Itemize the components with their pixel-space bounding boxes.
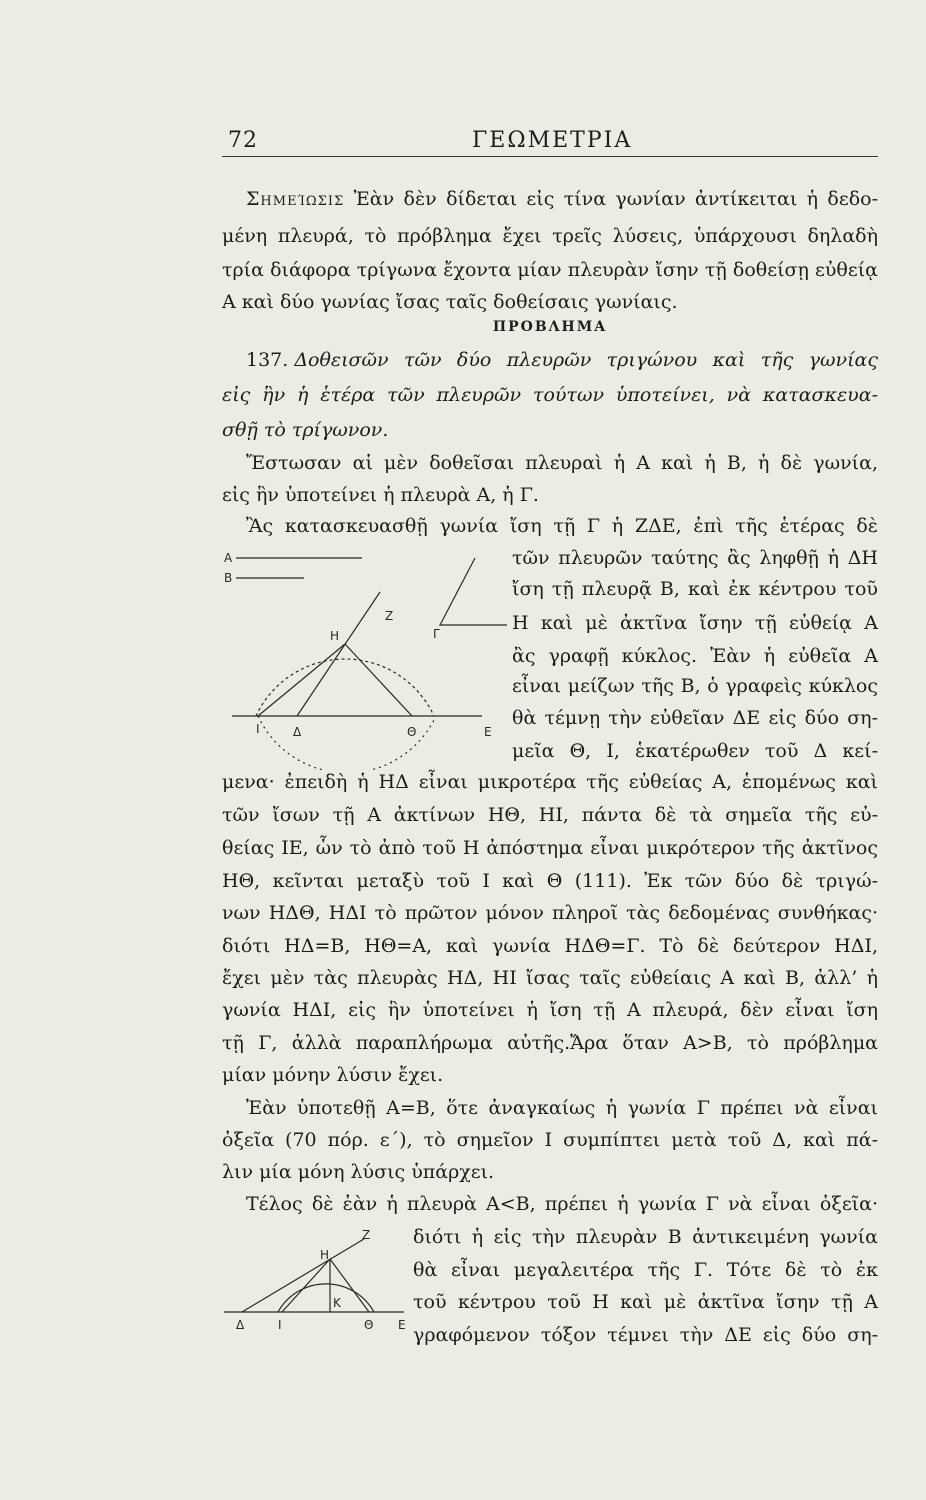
construction-rest-2: τῶν ἴσων τῇ Α ἀκτίνων ΗΘ, ΗΙ, πάντα δὲ τὰ σημεῖα τῆς εὐ-	[222, 804, 878, 826]
construction-rest-3: θείας ΙΕ, ὧν τὸ ἀπὸ τοῦ Η ἀπόστημα εἶναι μικρότερον τῆς ἀκτῖνος	[222, 837, 878, 859]
angle-g	[440, 558, 507, 625]
given-line-1: Ἔστωσαν αἱ μὲν δοθεῖσαι πλευραὶ ἡ Α καὶ ἡ Β, ἡ δὲ γωνία,	[246, 452, 878, 474]
less-case-1: Τέλος δὲ ἐὰν ἡ πλευρὰ Α<Β, πρέπει ἡ γωνία Γ νὰ εἶναι ὀξεῖα·	[246, 1193, 878, 1215]
problem-statement-line-3: σθῇ τὸ τρίγωνον.	[222, 419, 389, 441]
arc-2	[278, 1284, 374, 1312]
construction-rest-1: μενα· ἐπειδὴ ἡ ΗΔ εἶναι μικροτέρα τῆς εὐθείας Α, ἑπομένως καὶ	[222, 771, 878, 793]
construction-line-1: Ἂς κατασκευασθῇ γωνία ἴση τῇ Γ ἡ ΖΔΕ, ἐπὶ τῆς ἑτέρας δὲ	[246, 515, 878, 537]
construction-rest-4: ΗΘ, κεῖνται μεταξὺ τοῦ Ι καὶ Θ (111). Ἐκ τῶν δύο δὲ τριγώ-	[222, 870, 878, 892]
line-dz	[297, 592, 380, 716]
equal-case-1: Ἐὰν ὑποτεθῇ Α=Β, ὅτε ἀναγκαίως ἡ γωνία Γ πρέπει νὰ εἶναι	[246, 1097, 878, 1119]
less-case-side-4: γραφόμενον τόξον τέμνει τὴν ΔΕ εἰς δύο ση-	[413, 1324, 878, 1346]
label-b: Β	[224, 571, 233, 585]
page-number: 72	[228, 128, 258, 153]
construction-rest-10: μίαν μόνην λύσιν ἔχει.	[222, 1064, 444, 1086]
less-case-side-1: διότι ἡ εἰς τὴν πλευρὰν Β ἀντικειμένη γωνία	[413, 1226, 878, 1248]
label-i-2: Ι	[278, 1318, 282, 1332]
label-th-2: Θ	[364, 1318, 374, 1332]
label-h-2: Η	[320, 1248, 330, 1262]
problem-number: 137.	[246, 349, 289, 371]
construction-rest-8: γωνία ΗΔΙ, εἰς ἣν ὑποτείνει ἡ ἴση τῇ Α πλευρά, δὲν εἶναι ἴση	[222, 999, 878, 1021]
radius-hi-2	[282, 1259, 330, 1312]
label-e-2: Ε	[398, 1318, 406, 1332]
less-case-side-3: τοῦ κέντρου τοῦ Η καὶ μὲ ἀκτῖνα ἴσην τῇ Α	[413, 1291, 878, 1313]
second-figure	[222, 1225, 412, 1345]
label-z-2: Ζ	[362, 1228, 371, 1242]
equal-case-3: λιν μία μόνη λύσις ὑπάρχει.	[222, 1161, 495, 1183]
running-title: ΓΕΩΜΕΤΡΙΑ	[472, 128, 633, 153]
label-k-2: Κ	[333, 1296, 341, 1310]
construction-side-1: τῶν πλευρῶν ταύτης ἂς ληφθῇ ἡ ΔΗ	[512, 547, 878, 569]
problem-statement-line-2: εἰς ἣν ἡ ἑτέρα τῶν πλευρῶν τούτων ὑποτείνει, νὰ κατασκευα-	[222, 384, 878, 406]
label-z: Ζ	[385, 609, 394, 623]
label-d: Δ	[293, 725, 302, 739]
note-label: Σημείωσις	[246, 188, 345, 210]
label-h: Η	[330, 629, 340, 643]
label-d-2: Δ	[236, 1318, 245, 1332]
problem-heading: ΠΡΟΒΛΗΜΑ	[492, 319, 608, 335]
equal-case-2: ὀξεῖα (70 πόρ. ε΄), τὸ σημεῖον Ι συμπίπτει μετὰ τοῦ Δ, καὶ πά-	[222, 1129, 878, 1151]
construction-side-6: θὰ τέμνῃ τὴν εὐθεῖαν ΔΕ εἰς δύο ση-	[512, 707, 878, 729]
note-line-3: τρία διάφορα τρίγωνα ἔχοντα μίαν πλευρὰν ἴσην τῇ δοθείσῃ εὐθείᾳ	[222, 259, 878, 281]
construction-side-5: εἶναι μείζων τῆς Β, ὁ γραφεὶς κύκλος	[512, 675, 878, 697]
label-i: Ι	[256, 722, 260, 736]
label-e: Ε	[484, 725, 492, 739]
radius-hth	[345, 644, 412, 716]
construction-side-3: Η καὶ μὲ ἀκτῖνα ἴσην τῇ εὐθείᾳ Α	[512, 612, 878, 634]
label-th: Θ	[407, 725, 417, 739]
less-case-side-2: θὰ εἶναι μεγαλειτέρα τῆς Γ. Τότε δὲ τὸ ἐκ	[413, 1259, 878, 1281]
construction-side-4: ἂς γραφῇ κύκλος. Ἐὰν ἡ εὐθεῖα Α	[512, 645, 878, 667]
construction-side-7: μεῖα Θ, Ι, ἑκατέρωθεν τοῦ Δ κεί-	[512, 740, 878, 762]
note-line-4: Α καὶ δύο γωνίας ἴσας ταῖς δοθείσαις γωνίαις.	[222, 291, 678, 313]
label-g: Γ	[433, 627, 440, 641]
note-line-2: μένη πλευρά, τὸ πρόβλημα ἔχει τρεῖς λύσεις, ὑπάρχουσι δηλαδὴ	[222, 225, 878, 247]
radius-hi	[258, 644, 345, 716]
construction-side-2: ἴση τῇ πλευρᾷ Β, καὶ ἐκ κέντρου τοῦ	[512, 578, 878, 600]
construction-figure	[222, 540, 512, 770]
note-line-1: Σημείωσις Ἐὰν δὲν δίδεται εἰς τίνα γωνίαν ἀντίκειται ἡ δεδο-	[246, 188, 878, 210]
given-line-2: εἰς ἣν ὑποτείνει ἡ πλευρὰ Α, ἡ Γ.	[222, 484, 539, 506]
construction-rest-6: διότι ΗΔ=Β, ΗΘ=Α, καὶ γωνία ΗΔΘ=Γ. Τὸ δὲ δεύτερον ΗΔΙ,	[222, 935, 878, 957]
construction-rest-5: νων ΗΔΘ, ΗΔΙ τὸ πρῶτον μόνον πληροῖ τὰς δεδομένας συνθήκας·	[222, 902, 878, 924]
construction-rest-7: ἔχει μὲν τὰς πλευρὰς ΗΔ, ΗΙ ἴσας ταῖς εὐθείαις Α καὶ Β, ἀλλ’ ἡ	[222, 967, 878, 989]
header-rule	[222, 156, 878, 157]
line-dz-2	[242, 1239, 364, 1312]
problem-statement-line-1: 137. Δοθεισῶν τῶν δύο πλευρῶν τριγώνου καὶ τῆς γωνίας	[246, 349, 878, 371]
arc-upper	[256, 659, 434, 716]
construction-rest-9: τῇ Γ, ἀλλὰ παραπλήρωμα αὐτῆς.Ἄρα ὅταν Α>Β, τὸ πρόβλημα	[222, 1032, 878, 1054]
label-a: Α	[224, 551, 233, 565]
